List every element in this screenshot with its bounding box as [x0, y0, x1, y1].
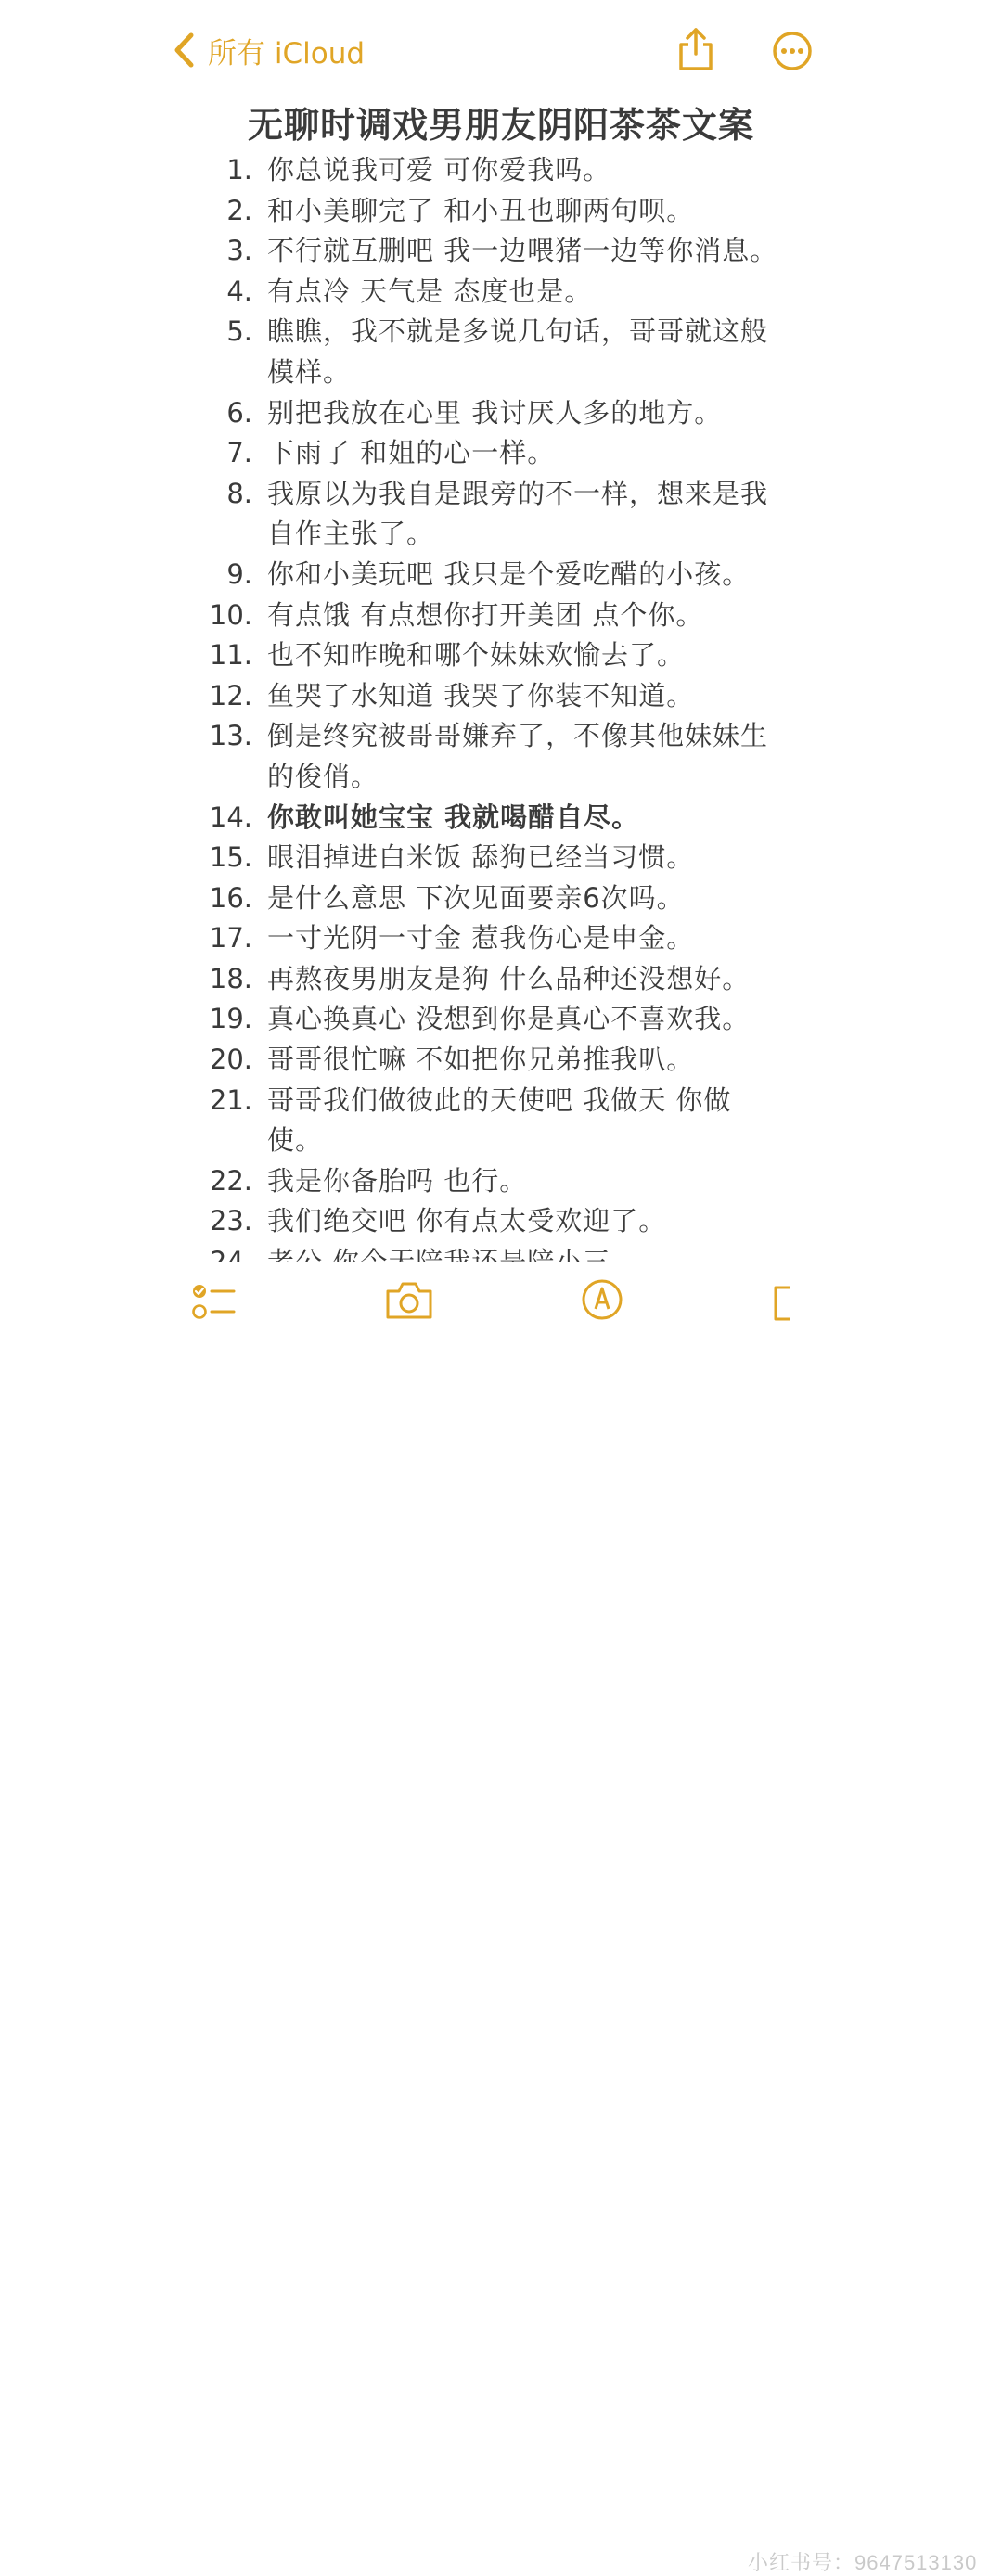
camera-icon: [384, 1280, 434, 1321]
list-item-number: 3.: [226, 235, 252, 267]
markup-button[interactable]: [581, 1278, 623, 1321]
list-item: [0, 1040, 1002, 1081]
list-item-text: 我是你备胎吗 也行。: [267, 1164, 528, 1197]
list-item-number: 15.: [209, 841, 252, 874]
list-item: [0, 918, 1002, 959]
list-item: [0, 716, 1002, 797]
list-item-text: 瞧瞧，我不就是多说几句话，哥哥就这般模样。: [267, 315, 769, 388]
list-item-number: 14.: [209, 801, 252, 833]
list-item: [0, 635, 1002, 676]
list-item: [0, 596, 1002, 636]
list-item-number: 4.: [226, 275, 252, 307]
list-item-text: 别把我放在心里 我讨厌人多的地方。: [267, 396, 723, 429]
list-item-text: 和小美聊完了 和小丑也聊两句呗。: [267, 194, 695, 226]
share-button[interactable]: [675, 26, 716, 72]
bottom-toolbar: [0, 1262, 1002, 2574]
list-item: [0, 272, 1002, 313]
list-item-text: 你敢叫她宝宝 我就喝醋自尽。: [267, 801, 640, 833]
list-item-number: 8.: [226, 477, 252, 509]
list-item-text: 有点冷 天气是 态度也是。: [267, 275, 593, 307]
list-item: [0, 150, 1002, 191]
checklist-button[interactable]: [191, 1282, 236, 1321]
list-item-text: 你和小美玩吧 我只是个爱吃醋的小孩。: [267, 557, 751, 590]
watermark-text: 小红书号：9647513130: [748, 2551, 978, 2574]
list-item-number: 21.: [209, 1083, 252, 1116]
markup-pen-icon: [581, 1278, 623, 1321]
list-item-number: 5.: [226, 315, 252, 348]
more-button[interactable]: [772, 31, 813, 71]
back-label: 所有 iCloud: [208, 36, 366, 70]
compose-button[interactable]: [770, 1282, 794, 1323]
list-item-number: 2.: [226, 194, 252, 226]
list-item: [0, 191, 1002, 232]
compose-icon: [770, 1282, 794, 1323]
list-item: [0, 433, 1002, 474]
list-item: [0, 231, 1002, 272]
list-item: [0, 676, 1002, 717]
list-item-number: 20.: [209, 1044, 252, 1076]
list-item-text: 也不知昨晚和哪个妹妹欢愉去了。: [267, 639, 686, 672]
list-item-text: 哥哥我们做彼此的天使吧 我做天 你做使。: [267, 1083, 732, 1157]
list-item-text: 哥哥很忙嘛 不如把你兄弟推我叭。: [267, 1044, 695, 1076]
list-item-text: 鱼哭了水知道 我哭了你装不知道。: [267, 679, 695, 711]
list-item-number: 11.: [209, 639, 252, 672]
share-icon: [675, 26, 716, 72]
navigation-bar: [0, 0, 1002, 102]
list-item: [0, 393, 1002, 434]
list-item-text: 倒是终究被哥哥嫌弃了，不像其他妹妹生的俊俏。: [267, 720, 769, 792]
list-item: [0, 838, 1002, 878]
list-item-number: 22.: [209, 1164, 252, 1197]
chevron-left-icon: [173, 32, 197, 69]
list-item-text: 不行就互删吧 我一边喂猪一边等你消息。: [267, 235, 778, 267]
list-item-number: 19.: [209, 1003, 252, 1035]
list-item-number: 1.: [226, 154, 252, 186]
list-item-text: 我原以为我自是跟旁的不一样，想来是我自作主张了。: [267, 477, 769, 550]
list-item: [0, 1161, 1002, 1202]
list-item-text: 我们绝交吧 你有点太受欢迎了。: [267, 1205, 667, 1237]
list-item: [0, 878, 1002, 919]
list-item-number: 18.: [209, 962, 252, 994]
list-item-number: 17.: [209, 922, 252, 955]
list-item-text: 眼泪掉进白米饭 舔狗已经当习惯。: [267, 841, 695, 874]
list-item-number: 10.: [209, 598, 252, 631]
list-item-text: 你总说我可爱 可你爱我吗。: [267, 154, 611, 186]
list-item-number: 16.: [209, 881, 252, 914]
list-item-text: 再熬夜男朋友是狗 什么品种还没想好。: [267, 962, 751, 994]
checklist-icon: [191, 1282, 236, 1321]
note-title: 无聊时调戏男朋友阴阳茶茶文案: [247, 105, 754, 146]
camera-button[interactable]: [384, 1280, 434, 1321]
list-item-text: 真心换真心 没想到你是真心不喜欢我。: [267, 1003, 751, 1035]
list-item-text: 是什么意思 下次见面要亲6次吗。: [267, 881, 685, 914]
list-item-number: 23.: [209, 1205, 252, 1237]
list-item-number: 7.: [226, 437, 252, 469]
list-item: [0, 1201, 1002, 1242]
list-item: [0, 1081, 1002, 1161]
list-item-number: 9.: [226, 557, 252, 590]
list-item-number: 12.: [209, 679, 252, 711]
back-button[interactable]: [173, 30, 365, 70]
list-item: [0, 474, 1002, 555]
list-item: [0, 312, 1002, 392]
note-body[interactable]: [0, 150, 1002, 1260]
list-item: [0, 555, 1002, 596]
list-item: [0, 798, 1002, 839]
list-item-text: 下雨了 和姐的心一样。: [267, 437, 556, 469]
list-item-text: 一寸光阴一寸金 惹我伤心是申金。: [267, 922, 695, 955]
list-item: [0, 959, 1002, 1000]
more-icon: [772, 31, 813, 71]
list-item-number: 13.: [209, 720, 252, 752]
list-item-number: 6.: [226, 396, 252, 429]
list-item: [0, 999, 1002, 1040]
list-item-text: 有点饿 有点想你打开美团 点个你。: [267, 598, 704, 631]
